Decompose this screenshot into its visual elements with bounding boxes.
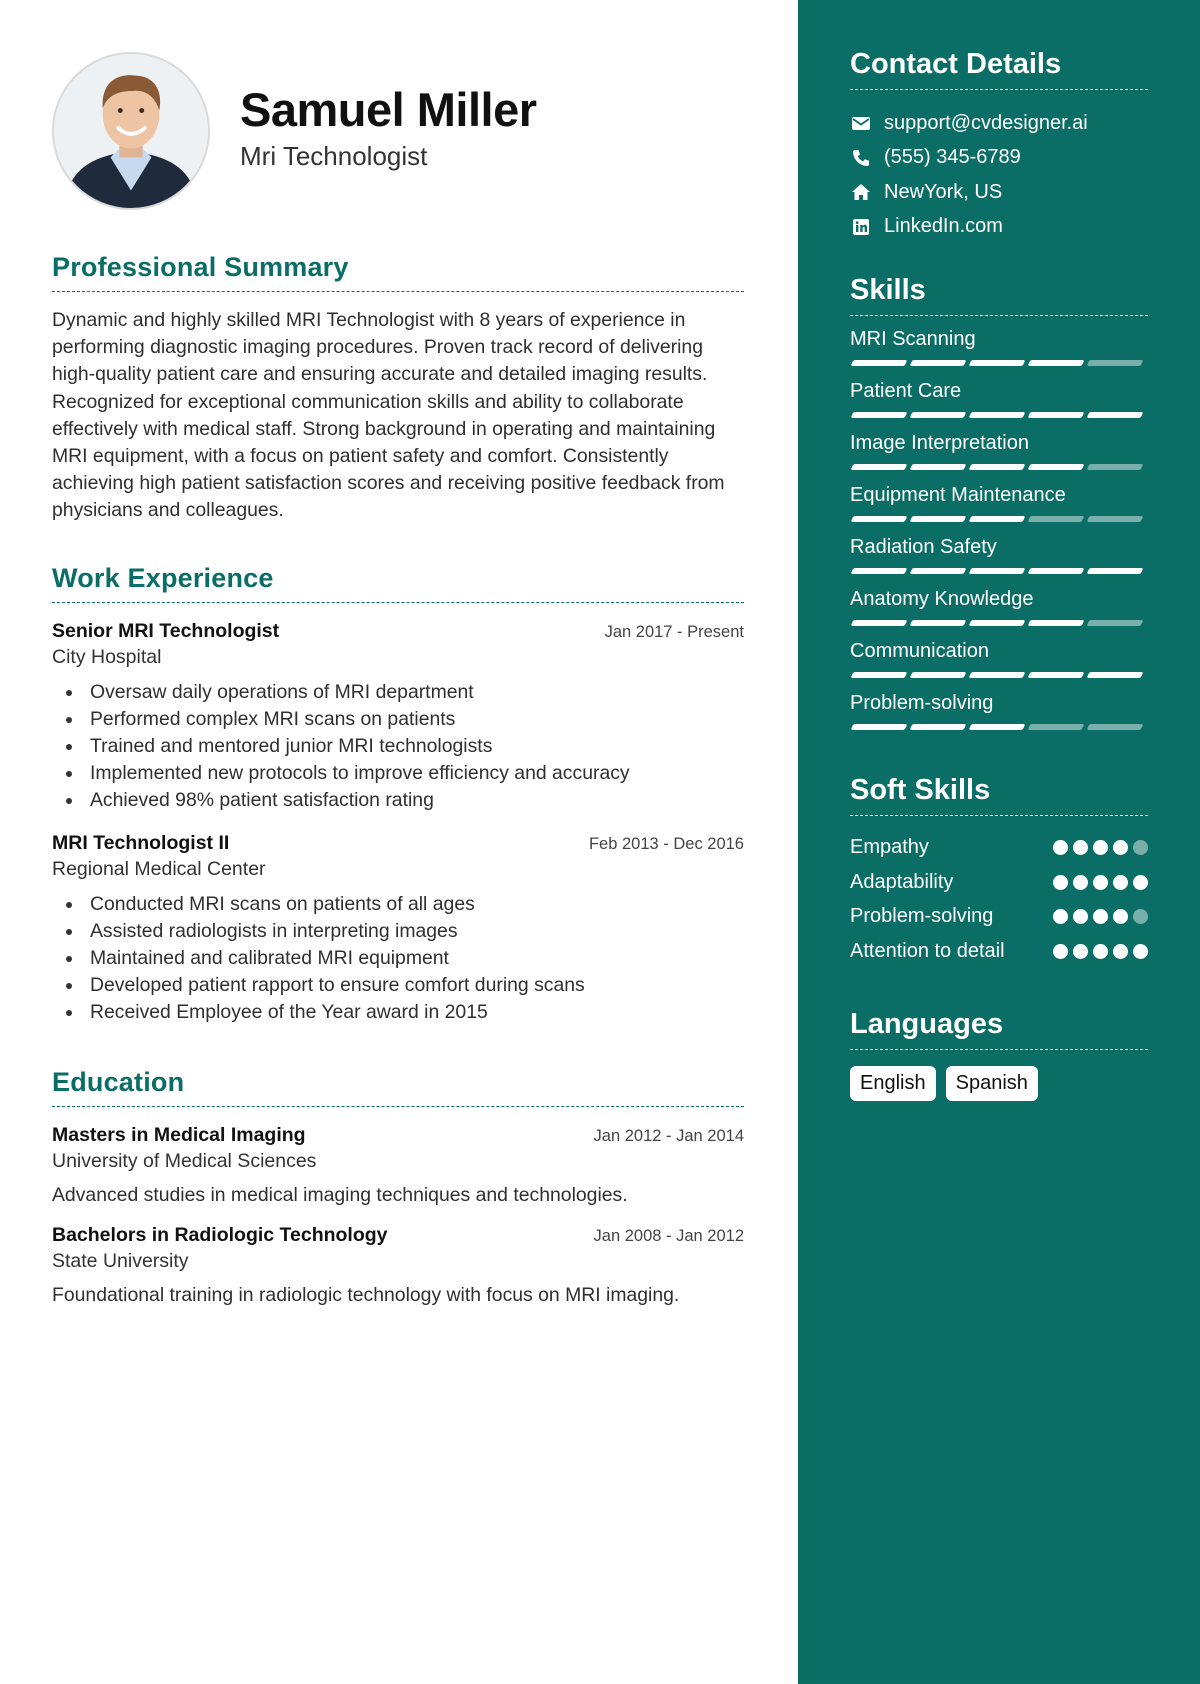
bullet-item: Performed complex MRI scans on patients [66, 706, 744, 733]
rating-dot-filled [1053, 840, 1068, 855]
skill-level-segment-filled [969, 724, 1026, 730]
skill-level-segment-empty [1028, 724, 1085, 730]
skill-level-bar [850, 360, 1148, 366]
summary-section [52, 252, 744, 525]
skill-level-segment-filled [1028, 672, 1085, 678]
soft-skills-section [850, 774, 1148, 964]
skill-level-segment-filled [969, 620, 1026, 626]
bullet-item: Assisted radiologists in interpreting images [66, 918, 744, 945]
rating-dot-filled [1093, 875, 1108, 890]
bullet-item: Developed patient rapport to ensure comfort during scans [66, 972, 744, 999]
job-bullets [52, 679, 744, 815]
rating-dot-filled [1113, 944, 1128, 959]
rating-dot-filled [1073, 909, 1088, 924]
skill-name: MRI Scanning [850, 328, 976, 350]
bullet-item: Implemented new protocols to improve efficiency and accuracy [66, 760, 744, 787]
school: University of Medical Sciences [52, 1149, 317, 1172]
soft-skill-item [850, 938, 1148, 965]
education-heading: Education [52, 1067, 744, 1107]
contact-location [850, 175, 1148, 210]
soft-skill-name: Empathy [850, 836, 929, 858]
education-section [52, 1067, 744, 1307]
skill-level-segment-filled [910, 672, 967, 678]
sidebar [798, 0, 1200, 1684]
rating-dot-filled [1053, 944, 1068, 959]
skill-level-segment-filled [851, 412, 908, 418]
skill-name: Communication [850, 640, 989, 662]
education-date: Jan 2012 - Jan 2014 [593, 1126, 744, 1145]
skill-item [850, 640, 1148, 678]
degree: Masters in Medical Imaging [52, 1123, 306, 1146]
bullet-item: Trained and mentored junior MRI technologists [66, 733, 744, 760]
rating-dot-filled [1113, 909, 1128, 924]
education-description: Advanced studies in medical imaging techniques and technologies. [52, 1183, 628, 1206]
envelope-icon [850, 112, 872, 134]
skill-level-segment-empty [1087, 464, 1144, 470]
work-heading: Work Experience [52, 563, 744, 603]
skills-heading: Skills [850, 274, 1148, 316]
contact-phone[interactable] [850, 141, 1148, 176]
summary-text: Dynamic and highly skilled MRI Technologist with 8 years of experience in performing diagnostic imaging procedures. Proven track record of delivering high-quality patient care and ensuring accurate and detailed imaging results. Recognized for exceptional communication skills and ability to collaborate effectively with medical staff. Strong background in operating and maintaining MRI equipment, with a focus on patient safety and comfort. Consistently achieving high patient satisfaction scores and receiving positive feedback from physicians and colleagues. [52, 309, 725, 522]
skill-item [850, 588, 1148, 626]
rating-dot-filled [1053, 909, 1068, 924]
skill-level-segment-filled [851, 568, 908, 574]
avatar [52, 52, 210, 210]
language-badge: Spanish [946, 1066, 1038, 1101]
skill-level-segment-filled [969, 412, 1026, 418]
soft-skill-name: Problem-solving [850, 905, 994, 927]
skill-name: Patient Care [850, 380, 962, 402]
bullet-item: Received Employee of the Year award in 2015 [66, 999, 744, 1026]
skill-name: Radiation Safety [850, 536, 997, 558]
rating-dot-filled [1073, 875, 1088, 890]
candidate-name: Samuel Miller [240, 82, 537, 136]
job-role: MRI Technologist II [52, 831, 230, 854]
rating-dot-empty [1133, 840, 1148, 855]
contact-email-text: support@cvdesigner.ai [884, 111, 1088, 134]
job-bullets [52, 891, 744, 1027]
job-title: Mri Technologist [240, 141, 428, 172]
skill-level-segment-filled [969, 464, 1026, 470]
skill-level-segment-filled [910, 620, 967, 626]
skill-level-segment-filled [1028, 360, 1085, 366]
job-entry [52, 832, 744, 1027]
soft-skill-rating [1053, 875, 1148, 890]
skill-level-segment-filled [969, 516, 1026, 522]
skill-level-segment-filled [1087, 672, 1144, 678]
skill-level-segment-filled [851, 724, 908, 730]
avatar-photo [54, 54, 208, 208]
soft-skill-name: Attention to detail [850, 939, 1005, 962]
education-date: Jan 2008 - Jan 2012 [593, 1226, 744, 1245]
soft-skill-name: Adaptability [850, 870, 954, 893]
soft-skill-rating [1053, 840, 1148, 855]
contact-linkedin[interactable] [850, 210, 1148, 245]
education-description: Foundational training in radiologic technology with focus on MRI imaging. [52, 1283, 680, 1306]
rating-dot-filled [1093, 909, 1108, 924]
language-badge: English [850, 1066, 936, 1101]
contact-linkedin-text: LinkedIn.com [884, 215, 1003, 238]
skill-name: Problem-solving [850, 692, 994, 714]
languages-list [850, 1066, 1148, 1101]
bullet-item: Achieved 98% patient satisfaction rating [66, 787, 744, 814]
skill-level-segment-empty [1087, 516, 1144, 522]
skill-level-segment-filled [969, 568, 1026, 574]
rating-dot-filled [1053, 875, 1068, 890]
job-employer: City Hospital [52, 645, 162, 668]
skill-level-segment-empty [1028, 516, 1085, 522]
skill-level-segment-empty [1087, 360, 1144, 366]
languages-heading: Languages [850, 1008, 1148, 1050]
skill-item [850, 432, 1148, 470]
soft-skill-item [850, 903, 1148, 930]
skills-section [850, 274, 1148, 730]
skill-level-segment-filled [1028, 620, 1085, 626]
soft-skill-item [850, 869, 1148, 896]
skill-level-segment-filled [1087, 568, 1144, 574]
skill-level-segment-filled [851, 620, 908, 626]
home-icon [850, 181, 872, 203]
skill-level-segment-filled [910, 516, 967, 522]
skill-item [850, 484, 1148, 522]
skill-level-bar [850, 516, 1148, 522]
rating-dot-filled [1133, 875, 1148, 890]
languages-section [850, 1008, 1148, 1101]
job-date: Feb 2013 - Dec 2016 [588, 834, 744, 853]
soft-skill-rating [1053, 909, 1148, 924]
contact-location-text: NewYork, US [884, 180, 1003, 203]
rating-dot-filled [1073, 840, 1088, 855]
skill-name: Image Interpretation [850, 432, 1029, 454]
job-entry [52, 620, 744, 815]
resume-header [52, 52, 744, 210]
skill-level-segment-filled [1028, 568, 1085, 574]
contact-heading: Contact Details [850, 48, 1148, 90]
skill-level-bar [850, 672, 1148, 678]
contact-email[interactable] [850, 106, 1148, 141]
skill-level-segment-filled [910, 724, 967, 730]
contact-phone-text: (555) 345-6789 [884, 146, 1021, 169]
skill-level-segment-filled [851, 464, 908, 470]
job-employer: Regional Medical Center [52, 857, 266, 880]
rating-dot-filled [1073, 944, 1088, 959]
skill-level-bar [850, 412, 1148, 418]
bullet-item: Conducted MRI scans on patients of all ages [66, 891, 744, 918]
rating-dot-empty [1133, 909, 1148, 924]
skill-level-segment-filled [969, 672, 1026, 678]
job-role: Senior MRI Technologist [52, 619, 280, 642]
contact-section [850, 48, 1148, 244]
rating-dot-filled [1133, 944, 1148, 959]
phone-icon [850, 147, 872, 169]
soft-skills-list [850, 834, 1148, 964]
skill-name: Anatomy Knowledge [850, 588, 1034, 610]
skill-level-segment-filled [969, 360, 1026, 366]
skill-level-segment-empty [1087, 724, 1144, 730]
soft-skill-rating [1053, 944, 1148, 959]
rating-dot-filled [1093, 944, 1108, 959]
skill-level-segment-filled [851, 672, 908, 678]
degree: Bachelors in Radiologic Technology [52, 1223, 388, 1246]
skill-level-segment-filled [851, 516, 908, 522]
work-section [52, 563, 744, 1027]
skill-item [850, 692, 1148, 730]
skill-level-bar [850, 724, 1148, 730]
skill-level-segment-filled [910, 360, 967, 366]
job-date: Jan 2017 - Present [604, 622, 744, 641]
skill-item [850, 380, 1148, 418]
skill-level-segment-filled [1028, 412, 1085, 418]
skill-level-bar [850, 464, 1148, 470]
school: State University [52, 1249, 189, 1272]
skill-level-segment-filled [851, 360, 908, 366]
contact-list [850, 106, 1148, 244]
education-entry [52, 1124, 744, 1207]
skill-name: Equipment Maintenance [850, 484, 1066, 506]
rating-dot-filled [1113, 875, 1128, 890]
skill-level-segment-filled [910, 568, 967, 574]
skill-level-segment-empty [1087, 620, 1144, 626]
skill-item [850, 328, 1148, 366]
bullet-item: Maintained and calibrated MRI equipment [66, 945, 744, 972]
education-entry [52, 1224, 744, 1307]
skill-level-segment-filled [910, 464, 967, 470]
skill-level-segment-filled [910, 412, 967, 418]
soft-skill-item [850, 834, 1148, 861]
linkedin-icon [850, 216, 872, 238]
skill-level-bar [850, 620, 1148, 626]
skill-level-segment-filled [1028, 464, 1085, 470]
skills-list [850, 328, 1148, 730]
bullet-item: Oversaw daily operations of MRI department [66, 679, 744, 706]
skill-level-bar [850, 568, 1148, 574]
skill-item [850, 536, 1148, 574]
summary-heading: Professional Summary [52, 252, 744, 292]
rating-dot-filled [1113, 840, 1128, 855]
skill-level-segment-filled [1087, 412, 1144, 418]
soft-skills-heading: Soft Skills [850, 774, 1148, 816]
rating-dot-filled [1093, 840, 1108, 855]
name-block [240, 84, 537, 173]
